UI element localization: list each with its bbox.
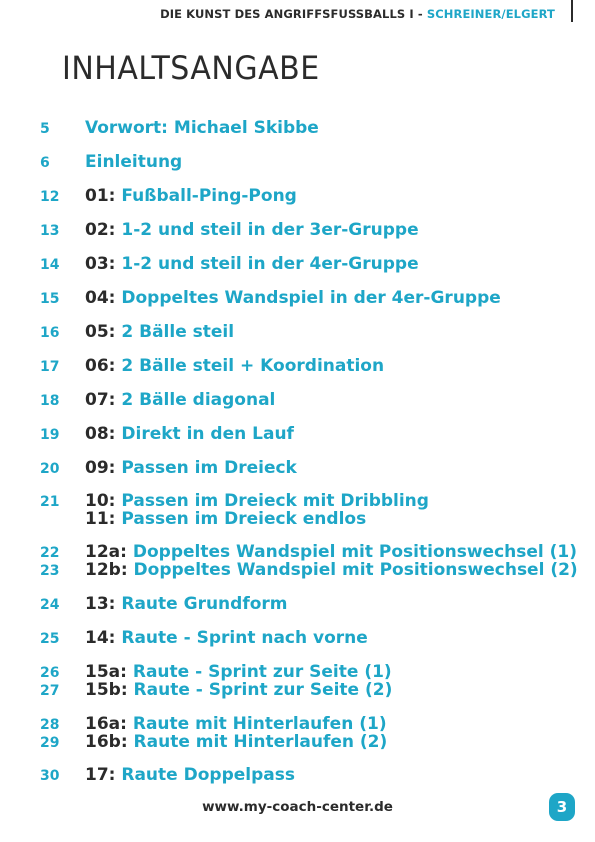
toc-page-number: 13 [40, 223, 60, 239]
toc-exercise-number: 17: [85, 765, 122, 785]
toc-entry-title: 1-2 und steil in der 3er-Gruppe [121, 220, 419, 240]
toc-entry-title: Vorwort: Michael Skibbe [85, 118, 319, 138]
toc-entry-title: 2 Bälle steil [121, 322, 235, 342]
toc-entry-title: Passen im Dreieck endlos [121, 509, 367, 529]
toc-exercise-number: 13: [85, 594, 122, 614]
toc-page-number: 21 [40, 494, 60, 510]
toc-entry-title: Passen im Dreieck mit Dribbling [121, 491, 429, 511]
toc-entry-text [85, 765, 295, 785]
toc-entry-title: 2 Bälle steil + Koordination [121, 356, 385, 376]
toc-page-number: 5 [40, 121, 50, 137]
toc-exercise-number: 15a: [85, 662, 133, 682]
toc-entry-title: Raute - Sprint zur Seite (1) [132, 662, 392, 682]
toc-page-number: 28 [40, 717, 60, 733]
toc-entry-title: Raute mit Hinterlaufen (2) [133, 732, 388, 752]
page-title: INHALTSANGABE [62, 50, 320, 88]
toc-exercise-number: 09: [85, 458, 122, 478]
toc-entry-title: Direkt in den Lauf [121, 424, 294, 444]
toc-entry-text [85, 714, 387, 734]
toc-entry-text [85, 288, 501, 308]
toc-entry-title: Raute Doppelpass [121, 765, 295, 785]
toc-entry-title: Doppeltes Wandspiel mit Positionswechsel (1) [132, 542, 578, 562]
toc-entry-title: Raute Grundform [121, 594, 288, 614]
toc-page-number: 25 [40, 631, 60, 647]
toc-entry-text [85, 594, 288, 614]
toc-entry-text [85, 458, 297, 478]
toc-page-number: 22 [40, 545, 60, 561]
footer-url[interactable]: www.my-coach-center.de [202, 799, 393, 815]
toc-entry-title: 1-2 und steil in der 4er-Gruppe [121, 254, 419, 274]
toc-page-number: 24 [40, 597, 60, 613]
book-title: DIE KUNST DES ANGRIFFSFUSSBALLS I - [160, 7, 427, 21]
toc-exercise-number: 01: [85, 186, 122, 206]
toc-entry-text [85, 680, 392, 700]
toc-entry-title: Raute mit Hinterlaufen (1) [132, 714, 387, 734]
toc-exercise-number: 03: [85, 254, 122, 274]
toc-exercise-number: 04: [85, 288, 122, 308]
toc-entry-title: Raute - Sprint zur Seite (2) [133, 680, 393, 700]
toc-entry-title: Passen im Dreieck [121, 458, 297, 478]
toc-exercise-number: 15b: [85, 680, 134, 700]
toc-page-number: 30 [40, 768, 60, 784]
toc-exercise-number: 11: [85, 509, 122, 529]
toc-exercise-number: 12a: [85, 542, 133, 562]
toc-entry-text [85, 542, 577, 562]
toc-exercise-number: 08: [85, 424, 122, 444]
toc-entry-text [85, 220, 419, 240]
toc-entry-text [85, 509, 366, 529]
toc-exercise-number: 14: [85, 628, 122, 648]
toc-page-number: 23 [40, 563, 60, 579]
toc-page-number: 14 [40, 257, 60, 273]
toc-entry-text [85, 732, 387, 752]
toc-page-number: 16 [40, 325, 60, 341]
toc-entry-text [85, 662, 392, 682]
toc-exercise-number: 16b: [85, 732, 134, 752]
toc-entry-title: Raute - Sprint nach vorne [121, 628, 368, 648]
toc-entry-title: 2 Bälle diagonal [121, 390, 276, 410]
toc-exercise-number: 05: [85, 322, 122, 342]
toc-page-number: 19 [40, 427, 60, 443]
toc-entry-text [85, 628, 368, 648]
toc-entry-title: Doppeltes Wandspiel in der 4er-Gruppe [121, 288, 501, 308]
toc-entry-text [85, 322, 234, 342]
toc-page-number: 15 [40, 291, 60, 307]
toc-entry-text [85, 152, 182, 172]
toc-entry-text [85, 390, 275, 410]
toc-exercise-number: 10: [85, 491, 122, 511]
toc-entry-title: Einleitung [85, 152, 183, 172]
toc-exercise-number: 07: [85, 390, 122, 410]
toc-exercise-number: 06: [85, 356, 122, 376]
toc-entry-title: Doppeltes Wandspiel mit Positionswechsel (2) [133, 560, 578, 580]
authors: SCHREINER/ELGERT [426, 7, 555, 21]
toc-entry-text [85, 491, 429, 511]
toc-entry-text [85, 356, 384, 376]
toc-entry-text [85, 560, 578, 580]
toc-exercise-number: 16a: [85, 714, 133, 734]
page-number-badge: 3 [549, 793, 575, 821]
toc-exercise-number: 02: [85, 220, 122, 240]
toc-exercise-number: 12b: [85, 560, 134, 580]
toc-entry-text [85, 424, 294, 444]
header-divider [571, 0, 573, 22]
toc-page-number: 27 [40, 683, 60, 699]
running-header [160, 7, 555, 21]
toc-page-number: 18 [40, 393, 60, 409]
toc-entry-title: Fußball-Ping-Pong [121, 186, 297, 206]
toc-page-number: 26 [40, 665, 60, 681]
toc-page-number: 6 [40, 155, 50, 171]
toc-entry-text [85, 186, 297, 206]
toc-page-number: 29 [40, 735, 60, 751]
toc-page-number: 17 [40, 359, 60, 375]
toc-entry-text [85, 254, 419, 274]
toc-page-number: 12 [40, 189, 60, 205]
toc-entry-text [85, 118, 319, 138]
toc-page-number: 20 [40, 461, 60, 477]
